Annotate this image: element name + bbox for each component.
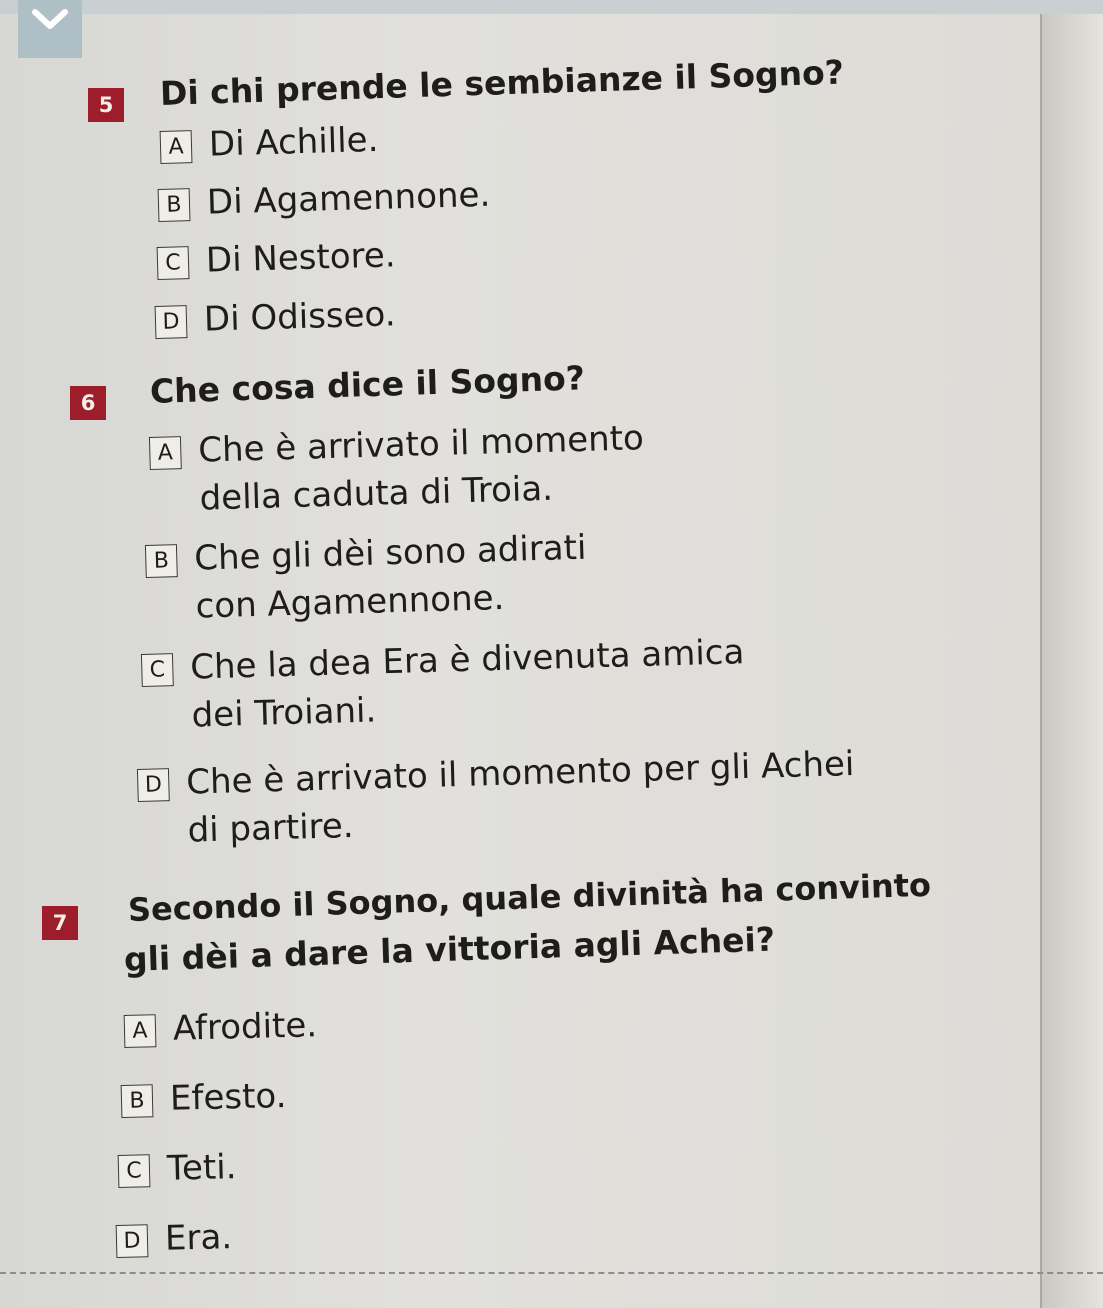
option-text: Teti.: [166, 1147, 237, 1189]
answer-option[interactable]: [115, 1213, 232, 1264]
option-letter-box[interactable]: B: [158, 188, 191, 222]
question-text: Secondo il Sogno, quale divinità ha convinto: [127, 865, 932, 929]
question-number-badge: 7: [42, 906, 78, 940]
answer-option[interactable]: [149, 414, 646, 524]
option-letter-box[interactable]: D: [137, 768, 170, 802]
answer-option[interactable]: [117, 1143, 237, 1194]
option-letter-box[interactable]: A: [160, 130, 193, 164]
answer-option[interactable]: [141, 628, 747, 741]
question-number-badge: 6: [70, 386, 106, 420]
option-text: Che è arrivato il momento per gli Achei di partire.: [185, 743, 855, 851]
option-letter-box[interactable]: D: [155, 305, 188, 339]
option-letter-box[interactable]: C: [118, 1154, 151, 1188]
top-band: [0, 0, 1103, 14]
option-letter-box[interactable]: A: [124, 1014, 157, 1048]
answer-option[interactable]: [120, 1072, 287, 1124]
option-letter-box[interactable]: D: [116, 1224, 149, 1258]
question-text: Che cosa dice il Sogno?: [149, 358, 586, 411]
option-text: Di Odisseo.: [203, 294, 397, 340]
answer-option[interactable]: [154, 290, 396, 345]
option-letter-box[interactable]: C: [157, 246, 190, 280]
option-text: Di Nestore.: [205, 235, 397, 281]
question-number-badge: 5: [88, 88, 124, 122]
answer-option[interactable]: [123, 1001, 317, 1054]
option-letter-box[interactable]: B: [121, 1084, 154, 1118]
option-letter-box[interactable]: B: [145, 544, 178, 578]
option-text: Efesto.: [169, 1075, 287, 1119]
question-text: Di chi prende le sembianze il Sogno?: [159, 52, 845, 113]
page-edge: [1040, 0, 1103, 1308]
answer-option[interactable]: [159, 116, 379, 170]
section-tab-marker: [18, 0, 82, 58]
option-text: Che la dea Era è divenuta amica dei Troiani.: [189, 632, 745, 736]
option-letter-box[interactable]: C: [141, 653, 174, 687]
option-text: Che è arrivato il momento della caduta di Troia.: [197, 418, 645, 519]
bottom-divider: [0, 1272, 1103, 1274]
answer-option[interactable]: [157, 171, 491, 228]
option-text: Afrodite.: [172, 1005, 318, 1049]
answer-option[interactable]: [145, 524, 589, 632]
answer-option[interactable]: [137, 740, 857, 856]
option-text: Era.: [164, 1217, 233, 1259]
option-letter-box[interactable]: A: [149, 436, 182, 470]
question-text-line-2: gli dèi a dare la vittoria agli Achei?: [123, 919, 776, 979]
option-text: Di Achille.: [208, 119, 379, 165]
chevron-down-icon: [32, 8, 68, 30]
option-text: Di Agamennone.: [206, 174, 491, 223]
answer-option[interactable]: [156, 231, 396, 286]
option-text: Che gli dèi sono adirati con Agamennone.: [193, 527, 587, 627]
